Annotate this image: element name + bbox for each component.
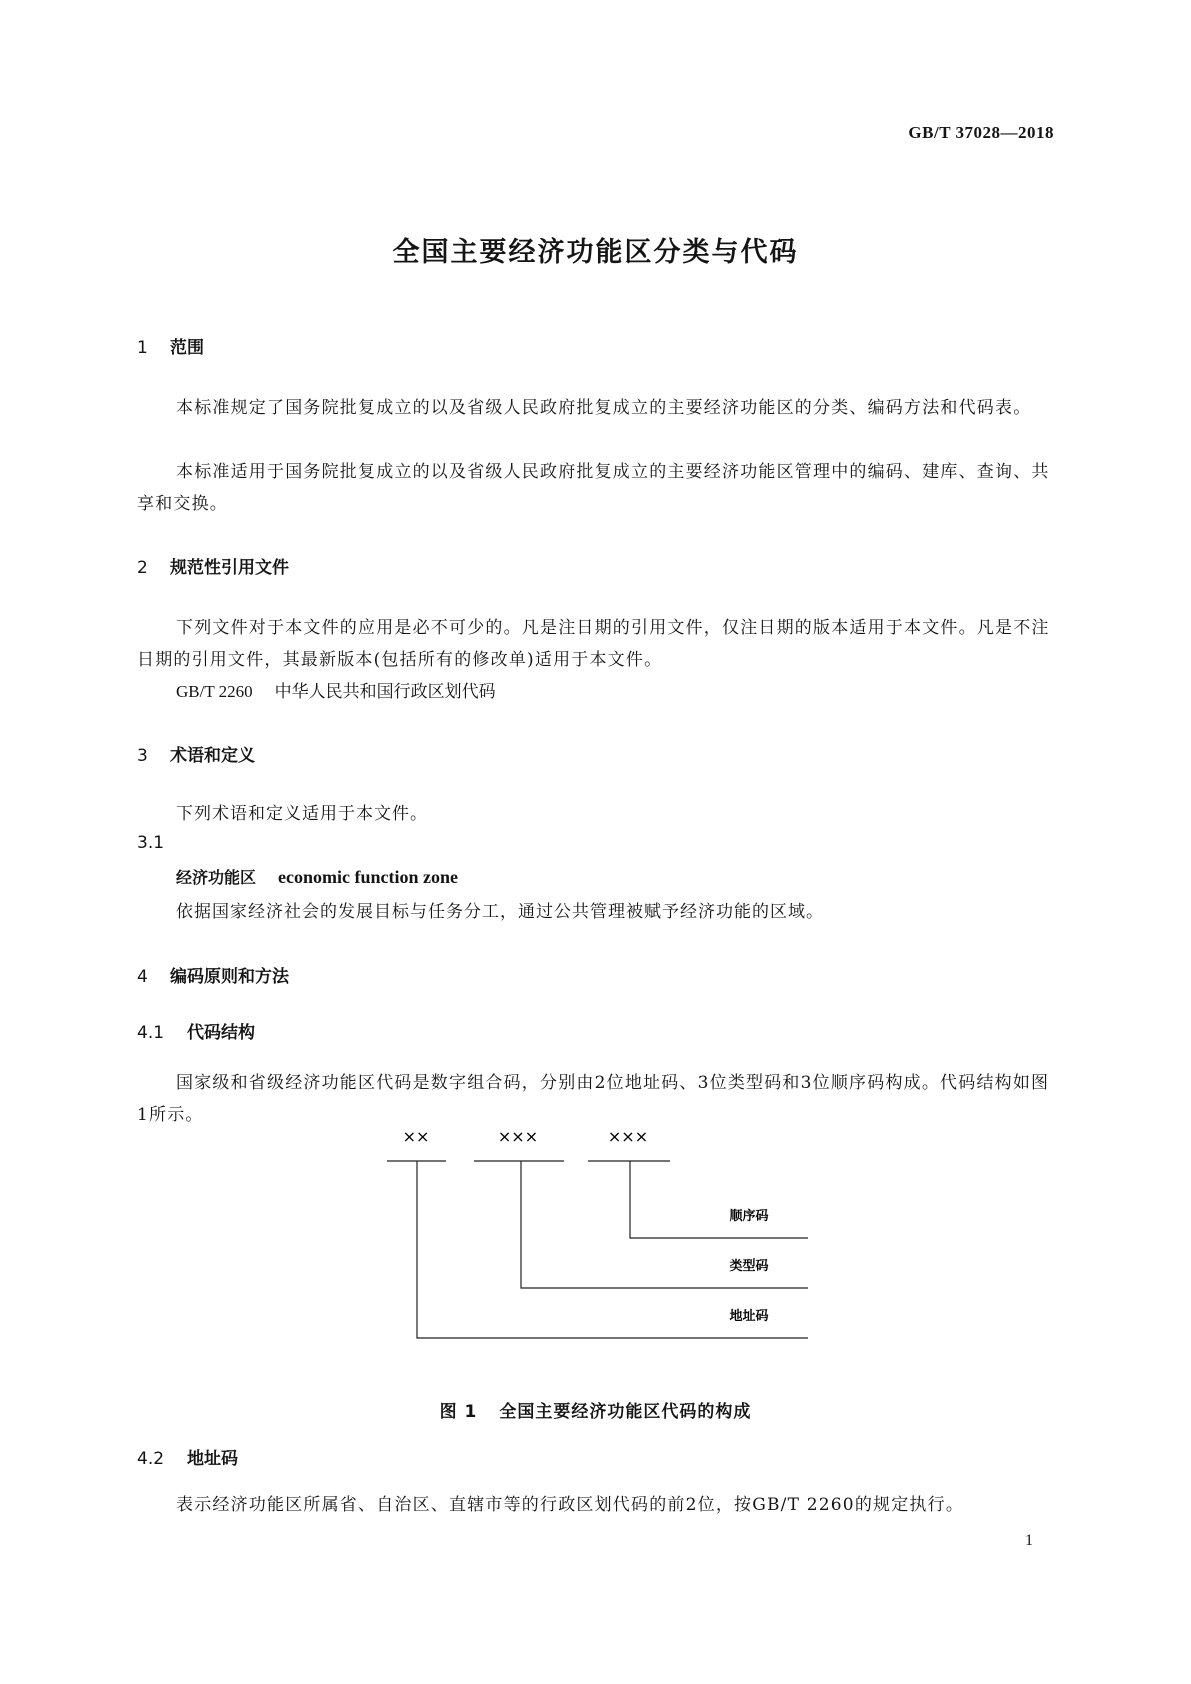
reference-code: GB/T 2260 [176,682,253,701]
section-4-heading [137,962,289,987]
section-title: 代码结构 [187,1023,255,1043]
figure-title: 全国主要经济功能区代码的构成 [499,1402,752,1422]
section-title: 规范性引用文件 [170,558,289,578]
section-title: 范围 [170,338,204,358]
address-code-label: 地址码 [729,1309,769,1324]
normative-reference [176,677,496,707]
section-number: 4.1 [137,1023,165,1043]
section-3-heading [137,741,255,766]
code-structure-diagram [380,1125,820,1355]
page-number: 1 [1025,1532,1033,1549]
figure-number: 图 1 [439,1402,478,1422]
section-title: 地址码 [187,1449,238,1469]
section-3-paragraph-1: 下列术语和定义适用于本文件。 [176,804,428,824]
section-1-heading [137,333,204,358]
type-code-label: 类型码 [729,1259,769,1274]
reference-title: 中华人民共和国行政区划代码 [274,682,496,702]
standard-number: GB/T 37028—2018 [908,123,1054,142]
sequence-placeholder: ××× [607,1127,649,1146]
section-number: 4.2 [137,1449,165,1469]
section-number: 4 [137,967,148,987]
section-1-paragraph-2: 本标准适用于国务院批复成立的以及省级人民政府批复成立的主要经济功能区管理中的编码、建库、查询、共享和交换。 [137,462,1050,514]
section-4-1-paragraph: 国家级和省级经济功能区代码是数字组合码，分别由2位地址码、3位类型码和3位顺序码构成。代码结构如图1所示。 [137,1073,1050,1125]
page-title: 全国主要经济功能区分类与代码 [392,237,799,268]
section-2-heading [137,553,289,578]
term-english: economic function zone [278,867,458,887]
section-number: 3 [137,746,148,766]
section-1-paragraph-1: 本标准规定了国务院批复成立的以及省级人民政府批复成立的主要经济功能区的分类、编码方法和代码表。 [176,398,1032,418]
section-number: 1 [137,338,148,358]
section-4-1-heading [137,1018,255,1043]
term-definition: 依据国家经济社会的发展目标与任务分工，通过公共管理被赋予经济功能的区域。 [176,902,824,922]
section-2-paragraph-1: 下列文件对于本文件的应用是必不可少的。凡是注日期的引用文件，仅注日期的版本适用于本文件。凡是不注日期的引用文件，其最新版本(包括所有的修改单)适用于本文件。 [137,618,1050,670]
figure-caption [0,1397,1191,1422]
term-chinese: 经济功能区 [176,868,257,887]
sequence-code-label: 顺序码 [729,1209,769,1224]
section-title: 编码原则和方法 [170,967,289,987]
address-placeholder: ×× [402,1127,430,1146]
sequence-connector [630,1161,808,1238]
type-placeholder: ××× [497,1127,539,1146]
section-title: 术语和定义 [170,746,255,766]
section-4-2-heading [137,1444,238,1469]
term-number: 3.1 [137,833,165,853]
section-4-2-paragraph: 表示经济功能区所属省、自治区、直辖市等的行政区划代码的前2位，按GB/T 2260的规定执行。 [176,1495,965,1515]
section-number: 2 [137,558,148,578]
term-entry [176,865,458,888]
